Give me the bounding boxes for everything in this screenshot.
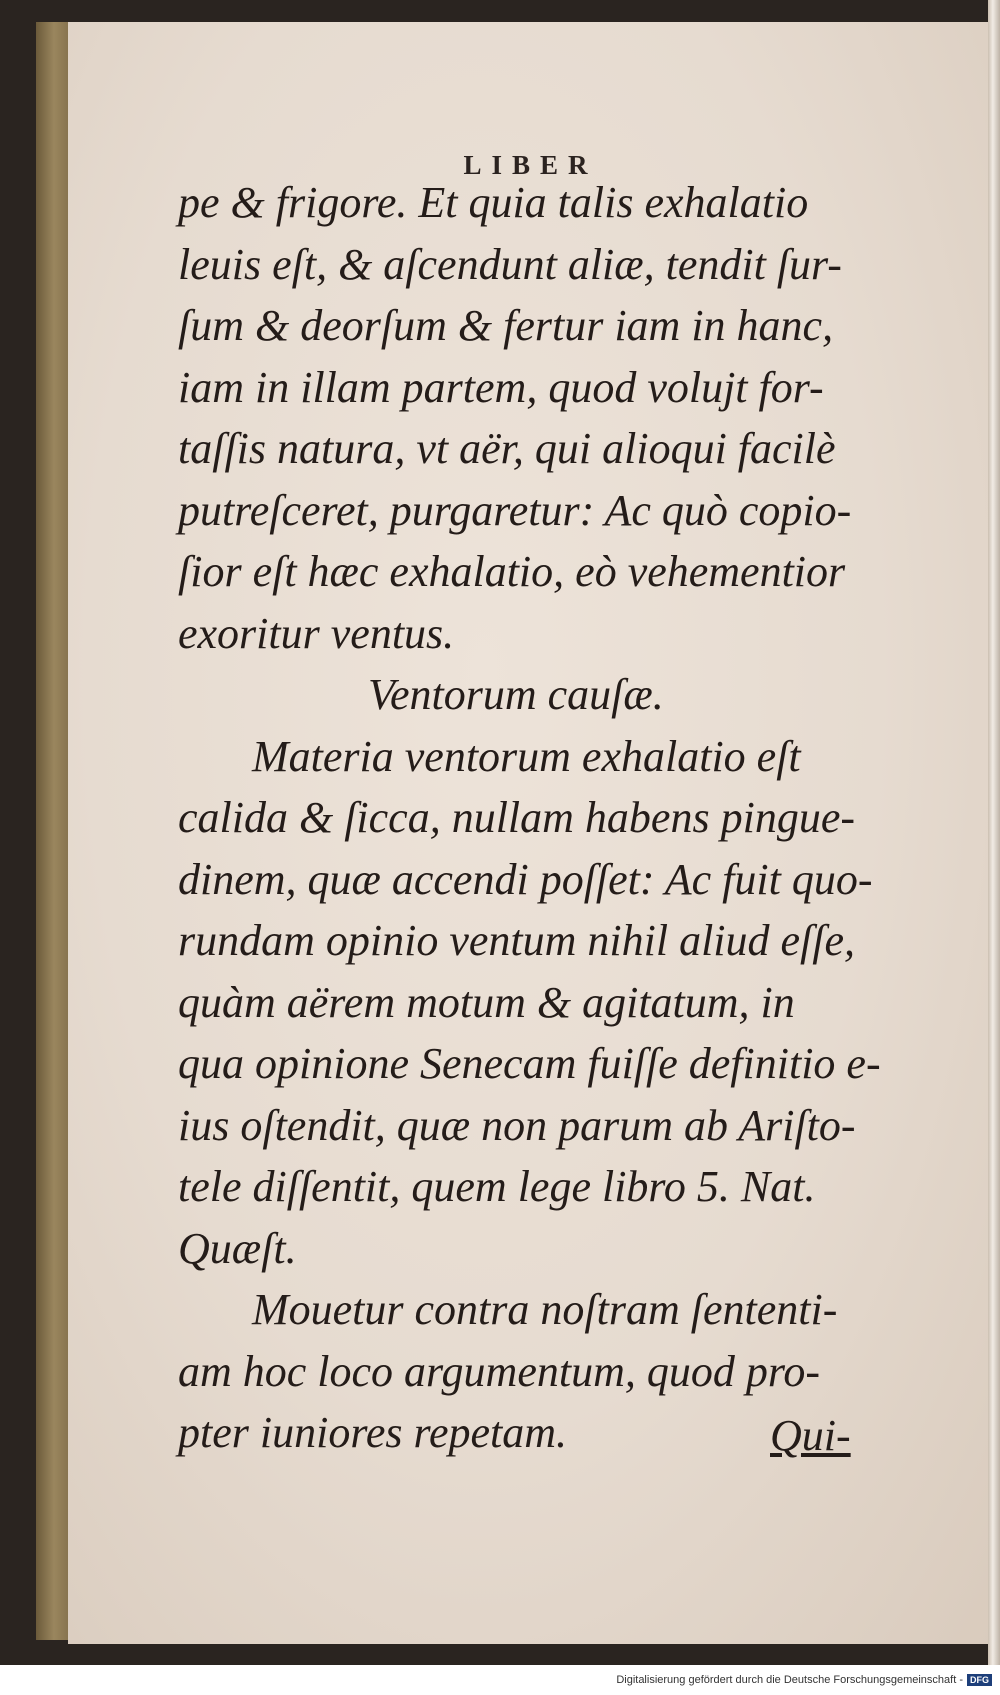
text-line: Quæſt. — [178, 1223, 297, 1273]
text-line: Materia ventorum exhalatio eſt — [252, 731, 801, 781]
text-line: Mouetur contra noſtram ſententi- — [252, 1285, 838, 1334]
text-line: ſior eſt hæc exhalatio, eò vehementior — [178, 547, 846, 596]
footer-attribution — [616, 1671, 992, 1689]
text-line: rundam opinio ventum nihil aliud eſſe, — [178, 916, 856, 965]
text-line: am hoc loco argumentum, quod pro- — [178, 1346, 820, 1396]
dfg-logo-icon: DFG — [967, 1674, 992, 1686]
catchword: Qui- — [770, 1411, 851, 1460]
text-line: iam in illam partem, quod volujt for- — [178, 362, 824, 412]
text-line: qua opinione Senecam fuiſſe definitio e- — [178, 1039, 881, 1088]
text-line: tele diſſentit, quem lege libro 5. Nat. — [178, 1162, 816, 1211]
text-line: exoritur ventus. — [178, 608, 455, 658]
text-line: pe & frigore. Et quia talis exhalatio — [178, 178, 809, 227]
page-text — [178, 172, 938, 1464]
text-line: quàm aërem motum & agitatum, in — [178, 977, 795, 1027]
text-line: dinem, quæ accendi poſſet: Ac fuit quo- — [178, 854, 873, 904]
text-line: leuis eſt, & aſcendunt aliæ, tendit ſur- — [178, 239, 842, 289]
page-stack-edge — [988, 0, 1000, 1665]
text-line: putreſceret, purgaretur: Ac quò copio- — [178, 485, 852, 535]
text-line: ſum & deorſum & fertur iam in hanc, — [178, 301, 834, 350]
text-line: taſſis natura, vt aër, qui alioqui facilè — [178, 424, 836, 473]
page-header: LIBER — [463, 150, 598, 180]
text-line: pter iuniores repetam. — [178, 1408, 568, 1457]
text-line: calida & ſicca, nullam habens pingue- — [178, 793, 855, 842]
text-line: ius oſtendit, quæ non parum ab Ariſto- — [178, 1100, 856, 1150]
section-heading: Ventorum cauſæ. — [368, 670, 664, 719]
footer-text: Digitalisierung gefördert durch die Deutsche Forschungsgemeinschaft - — [616, 1674, 963, 1686]
